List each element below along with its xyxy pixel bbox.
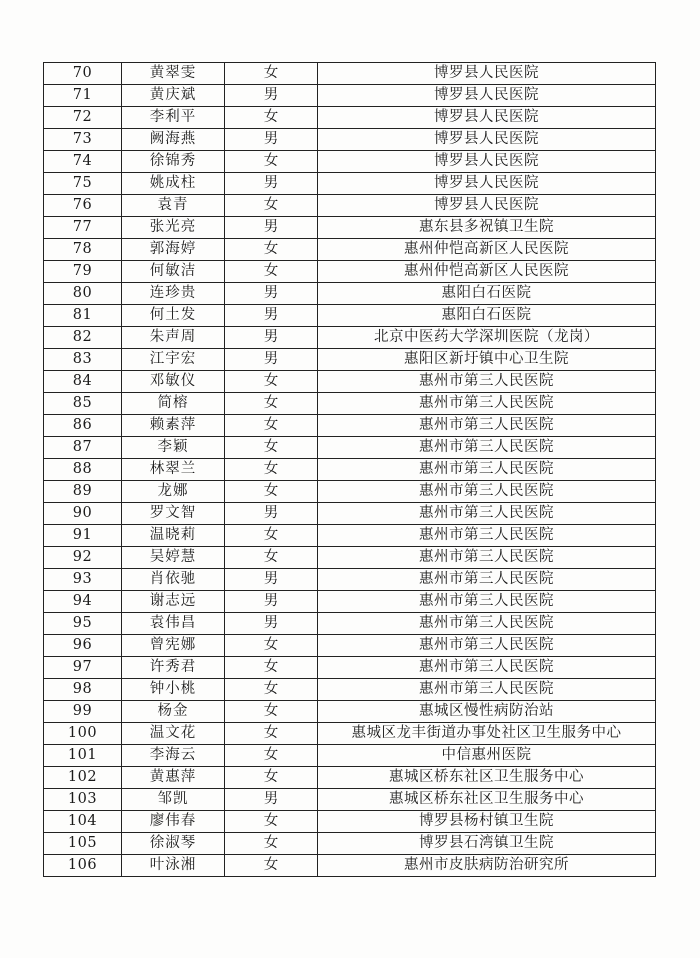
institution-cell: 惠东县多祝镇卫生院 [318, 217, 656, 239]
table-row [44, 701, 656, 723]
gender-cell: 女 [225, 481, 318, 503]
institution-cell: 惠州市第三人民医院 [318, 569, 656, 591]
table-row [44, 195, 656, 217]
name-cell: 龙娜 [122, 481, 225, 503]
row-number-cell: 96 [44, 635, 122, 657]
table-row [44, 217, 656, 239]
gender-cell: 男 [225, 283, 318, 305]
institution-cell: 博罗县人民医院 [318, 107, 656, 129]
gender-cell: 女 [225, 833, 318, 855]
name-cell: 罗文智 [122, 503, 225, 525]
institution-cell: 惠州市第三人民医院 [318, 547, 656, 569]
table-row [44, 305, 656, 327]
gender-cell: 女 [225, 657, 318, 679]
institution-cell: 惠阳区新圩镇中心卫生院 [318, 349, 656, 371]
institution-cell: 惠州市第三人民医院 [318, 459, 656, 481]
row-number-cell: 85 [44, 393, 122, 415]
name-cell: 袁伟昌 [122, 613, 225, 635]
name-cell: 吴婷慧 [122, 547, 225, 569]
row-number-cell: 101 [44, 745, 122, 767]
institution-cell: 惠州市第三人民医院 [318, 481, 656, 503]
gender-cell: 女 [225, 261, 318, 283]
row-number-cell: 99 [44, 701, 122, 723]
institution-cell: 惠州市第三人民医院 [318, 503, 656, 525]
gender-cell: 男 [225, 613, 318, 635]
row-number-cell: 83 [44, 349, 122, 371]
row-number-cell: 72 [44, 107, 122, 129]
gender-cell: 男 [225, 327, 318, 349]
row-number-cell: 90 [44, 503, 122, 525]
row-number-cell: 71 [44, 85, 122, 107]
institution-cell: 惠阳白石医院 [318, 283, 656, 305]
row-number-cell: 86 [44, 415, 122, 437]
gender-cell: 女 [225, 679, 318, 701]
name-cell: 钟小桃 [122, 679, 225, 701]
institution-cell: 博罗县人民医院 [318, 151, 656, 173]
row-number-cell: 82 [44, 327, 122, 349]
name-cell: 黄翠雯 [122, 63, 225, 85]
institution-cell: 博罗县石湾镇卫生院 [318, 833, 656, 855]
table-row [44, 811, 656, 833]
institution-cell: 惠州市第三人民医院 [318, 415, 656, 437]
name-cell: 温文花 [122, 723, 225, 745]
table-row [44, 129, 656, 151]
row-number-cell: 80 [44, 283, 122, 305]
table-row [44, 547, 656, 569]
row-number-cell: 79 [44, 261, 122, 283]
gender-cell: 女 [225, 393, 318, 415]
institution-cell: 博罗县人民医院 [318, 129, 656, 151]
table-row [44, 371, 656, 393]
row-number-cell: 88 [44, 459, 122, 481]
gender-cell: 男 [225, 85, 318, 107]
name-cell: 李利平 [122, 107, 225, 129]
name-cell: 黄庆斌 [122, 85, 225, 107]
row-number-cell: 93 [44, 569, 122, 591]
gender-cell: 女 [225, 811, 318, 833]
name-cell: 温晓莉 [122, 525, 225, 547]
name-cell: 杨金 [122, 701, 225, 723]
gender-cell: 女 [225, 767, 318, 789]
row-number-cell: 81 [44, 305, 122, 327]
name-cell: 林翠兰 [122, 459, 225, 481]
gender-cell: 女 [225, 525, 318, 547]
gender-cell: 女 [225, 745, 318, 767]
roster-table-body [44, 63, 656, 877]
row-number-cell: 95 [44, 613, 122, 635]
table-row [44, 745, 656, 767]
institution-cell: 博罗县人民医院 [318, 173, 656, 195]
table-row [44, 63, 656, 85]
row-number-cell: 100 [44, 723, 122, 745]
name-cell: 廖伟春 [122, 811, 225, 833]
row-number-cell: 77 [44, 217, 122, 239]
table-row [44, 415, 656, 437]
institution-cell: 惠州市第三人民医院 [318, 679, 656, 701]
table-row [44, 239, 656, 261]
name-cell: 徐淑琴 [122, 833, 225, 855]
gender-cell: 女 [225, 371, 318, 393]
institution-cell: 惠州市第三人民医院 [318, 393, 656, 415]
row-number-cell: 97 [44, 657, 122, 679]
institution-cell: 中信惠州医院 [318, 745, 656, 767]
gender-cell: 男 [225, 349, 318, 371]
name-cell: 何敏洁 [122, 261, 225, 283]
table-row [44, 107, 656, 129]
gender-cell: 女 [225, 547, 318, 569]
row-number-cell: 94 [44, 591, 122, 613]
name-cell: 袁青 [122, 195, 225, 217]
name-cell: 阙海燕 [122, 129, 225, 151]
table-row [44, 833, 656, 855]
institution-cell: 惠州市皮肤病防治研究所 [318, 855, 656, 877]
institution-cell: 惠城区桥东社区卫生服务中心 [318, 767, 656, 789]
name-cell: 邹凯 [122, 789, 225, 811]
table-row [44, 151, 656, 173]
table-row [44, 657, 656, 679]
institution-cell: 惠城区慢性病防治站 [318, 701, 656, 723]
row-number-cell: 92 [44, 547, 122, 569]
row-number-cell: 73 [44, 129, 122, 151]
table-row [44, 85, 656, 107]
name-cell: 叶泳湘 [122, 855, 225, 877]
row-number-cell: 91 [44, 525, 122, 547]
row-number-cell: 87 [44, 437, 122, 459]
gender-cell: 男 [225, 305, 318, 327]
table-row [44, 789, 656, 811]
gender-cell: 女 [225, 415, 318, 437]
institution-cell: 惠州市第三人民医院 [318, 591, 656, 613]
row-number-cell: 78 [44, 239, 122, 261]
name-cell: 赖素萍 [122, 415, 225, 437]
institution-cell: 惠州市第三人民医院 [318, 657, 656, 679]
name-cell: 谢志远 [122, 591, 225, 613]
table-row [44, 393, 656, 415]
row-number-cell: 76 [44, 195, 122, 217]
institution-cell: 惠州市第三人民医院 [318, 371, 656, 393]
institution-cell: 惠城区龙丰街道办事处社区卫生服务中心 [318, 723, 656, 745]
gender-cell: 女 [225, 437, 318, 459]
row-number-cell: 103 [44, 789, 122, 811]
institution-cell: 惠州市第三人民医院 [318, 635, 656, 657]
row-number-cell: 89 [44, 481, 122, 503]
gender-cell: 女 [225, 701, 318, 723]
row-number-cell: 102 [44, 767, 122, 789]
institution-cell: 惠城区桥东社区卫生服务中心 [318, 789, 656, 811]
institution-cell: 博罗县杨村镇卫生院 [318, 811, 656, 833]
table-row [44, 767, 656, 789]
gender-cell: 男 [225, 503, 318, 525]
table-row [44, 349, 656, 371]
institution-cell: 博罗县人民医院 [318, 85, 656, 107]
row-number-cell: 75 [44, 173, 122, 195]
table-row [44, 481, 656, 503]
table-row [44, 569, 656, 591]
table-row [44, 261, 656, 283]
gender-cell: 女 [225, 855, 318, 877]
name-cell: 何土发 [122, 305, 225, 327]
table-row [44, 437, 656, 459]
name-cell: 许秀君 [122, 657, 225, 679]
table-row [44, 591, 656, 613]
institution-cell: 博罗县人民医院 [318, 195, 656, 217]
gender-cell: 女 [225, 195, 318, 217]
table-row [44, 173, 656, 195]
gender-cell: 女 [225, 723, 318, 745]
table-row [44, 283, 656, 305]
name-cell: 郭海婷 [122, 239, 225, 261]
name-cell: 李海云 [122, 745, 225, 767]
row-number-cell: 105 [44, 833, 122, 855]
institution-cell: 惠州仲恺高新区人民医院 [318, 239, 656, 261]
gender-cell: 男 [225, 173, 318, 195]
table-row [44, 635, 656, 657]
gender-cell: 男 [225, 129, 318, 151]
table-row [44, 327, 656, 349]
table-row [44, 459, 656, 481]
gender-cell: 女 [225, 63, 318, 85]
gender-cell: 男 [225, 217, 318, 239]
table-row [44, 723, 656, 745]
institution-cell: 惠州市第三人民医院 [318, 613, 656, 635]
name-cell: 朱声周 [122, 327, 225, 349]
institution-cell: 惠州市第三人民医院 [318, 525, 656, 547]
table-row [44, 855, 656, 877]
gender-cell: 女 [225, 107, 318, 129]
institution-cell: 博罗县人民医院 [318, 63, 656, 85]
name-cell: 张光亮 [122, 217, 225, 239]
institution-cell: 惠阳白石医院 [318, 305, 656, 327]
row-number-cell: 74 [44, 151, 122, 173]
gender-cell: 女 [225, 239, 318, 261]
institution-cell: 北京中医药大学深圳医院（龙岗） [318, 327, 656, 349]
institution-cell: 惠州市第三人民医院 [318, 437, 656, 459]
table-row [44, 525, 656, 547]
row-number-cell: 84 [44, 371, 122, 393]
name-cell: 姚成柱 [122, 173, 225, 195]
name-cell: 简榕 [122, 393, 225, 415]
gender-cell: 男 [225, 789, 318, 811]
gender-cell: 男 [225, 591, 318, 613]
institution-cell: 惠州仲恺高新区人民医院 [318, 261, 656, 283]
row-number-cell: 98 [44, 679, 122, 701]
name-cell: 肖依驰 [122, 569, 225, 591]
gender-cell: 女 [225, 151, 318, 173]
name-cell: 连珍贵 [122, 283, 225, 305]
row-number-cell: 106 [44, 855, 122, 877]
row-number-cell: 70 [44, 63, 122, 85]
name-cell: 曾宪娜 [122, 635, 225, 657]
table-row [44, 679, 656, 701]
row-number-cell: 104 [44, 811, 122, 833]
roster-table [43, 62, 656, 877]
name-cell: 李颖 [122, 437, 225, 459]
gender-cell: 女 [225, 459, 318, 481]
table-row [44, 503, 656, 525]
name-cell: 黄惠萍 [122, 767, 225, 789]
gender-cell: 男 [225, 569, 318, 591]
name-cell: 邓敏仪 [122, 371, 225, 393]
name-cell: 江宇宏 [122, 349, 225, 371]
table-row [44, 613, 656, 635]
name-cell: 徐锦秀 [122, 151, 225, 173]
gender-cell: 女 [225, 635, 318, 657]
